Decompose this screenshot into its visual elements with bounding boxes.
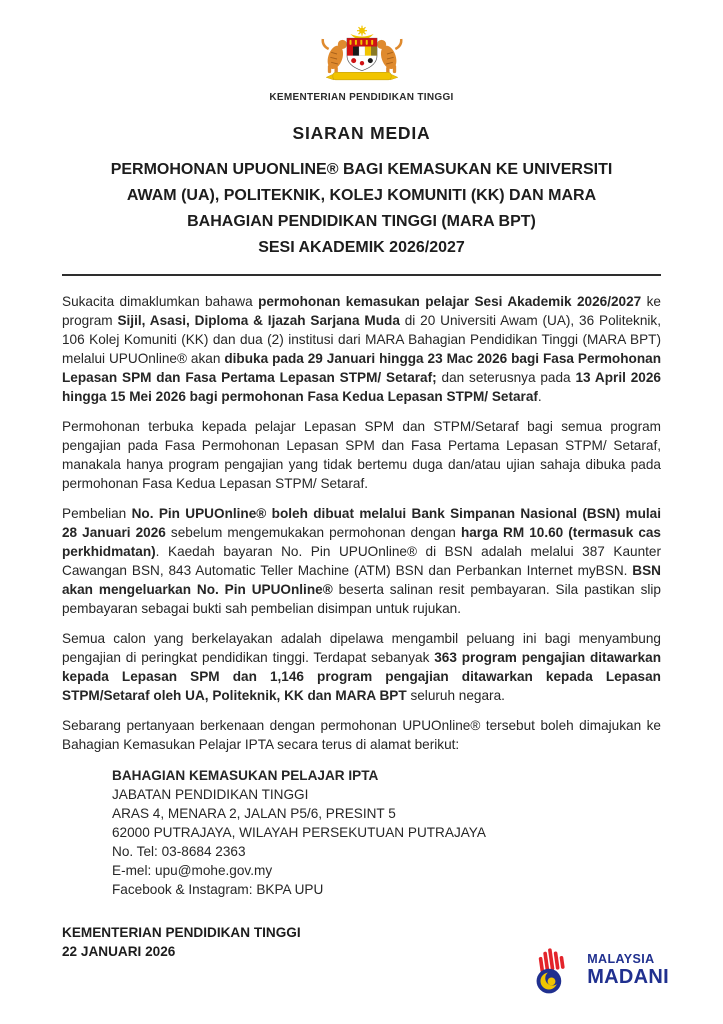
contact-department: JABATAN PENDIDIKAN TINGGI (112, 787, 309, 802)
contact-division: BAHAGIAN KEMASUKAN PELAJAR IPTA (112, 768, 379, 783)
madani-emblem-icon (532, 944, 584, 996)
malaysia-madani-logo (532, 944, 669, 996)
contact-email: E-mel: upu@mohe.gov.my (112, 863, 273, 878)
contact-phone: No. Tel: 03-8684 2363 (112, 844, 246, 859)
contact-block (112, 766, 661, 899)
divider-line (62, 274, 661, 276)
ministry-name: KEMENTERIAN PENDIDIKAN TINGGI (269, 92, 454, 103)
signoff-organisation: KEMENTERIAN PENDIDIKAN TINGGI (62, 925, 301, 940)
paragraph-programmes-offered: Semua calon yang berkelayakan adalah dipelawa mengambil peluang ini bagi menyambung pengajian di peringkat pendidikan tinggi. Terdapat sebanyak 363 program pengajian ditawarkan kepada Lepasan SPM dan 1,146 program pengajian ditawarkan kepada Lepasan STPM/Setaraf oleh UA, Politeknik, KK dan MARA BPT seluruh negara. (62, 631, 661, 703)
malaysia-coat-of-arms-icon (310, 24, 414, 84)
paragraph-enquiries: Sebarang pertanyaan berkenaan dengan permohonan UPUOnline® tersebut boleh dimajukan ke Bahagian Kemasukan Pelajar IPTA secara terus di alamat berikut: (62, 718, 661, 752)
madani-wordmark-line2: MADANI (587, 965, 669, 988)
heading-line-2: AWAM (UA), POLITEKNIK, KOLEJ KOMUNITI (KK) DAN MARA (126, 187, 597, 204)
document-heading (62, 157, 661, 261)
signoff-date: 22 JANUARI 2026 (62, 944, 176, 959)
paragraph-eligibility: Permohonan terbuka kepada pelajar Lepasan SPM dan STPM/Setaraf bagi semua program pengajian pada Fasa Permohonan Lepasan SPM dan Fasa Pertama Lepasan STPM/ Setaraf, manakala hanya program pengajian yang tidak bertemu duga dan/atau ujian sahaja dibuka pada permohonan Fasa Kedua Lepasan STPM/ Setaraf. (62, 419, 661, 491)
paragraph-pin-purchase: Pembelian No. Pin UPUOnline® boleh dibuat melalui Bank Simpanan Nasional (BSN) mulai 28 Januari 2026 sebelum mengemukakan permohonan dengan harga RM 10.60 (termasuk cas perkhidmatan). Kaedah bayaran No. Pin UPUOnline® di BSN adalah melalui 387 Kaunter Cawangan BSN, 843 Automatic Teller Machine (ATM) BSN dan Perbankan Internet myBSN. BSN akan mengeluarkan No. Pin UPUOnline® beserta salinan resit pembayaran. Sila pastikan slip pembayaran sebagai bukti sah pembelian disimpan untuk rujukan. (62, 506, 661, 616)
heading-line-4: SESI AKADEMIK 2026/2027 (258, 239, 465, 256)
heading-line-1: PERMOHONAN UPUONLINE® BAGI KEMASUKAN KE UNIVERSITI (110, 161, 613, 178)
madani-wordmark-line1: MALAYSIA (587, 952, 655, 967)
paragraph-application-dates: Sukacita dimaklumkan bahawa permohonan kemasukan pelajar Sesi Akademik 2026/2027 ke program Sijil, Asasi, Diploma & Ijazah Sarjana Muda di 20 Universiti Awam (UA), 36 Politeknik, 106 Kolej Komuniti (KK) dan dua (2) institusi dari MARA Bahagian Pendidikan Tinggi (MARA BPT) melalui UPUOnline® akan dibuka pada 29 Januari hingga 23 Mac 2026 bagi Fasa Permohonan Lepasan SPM dan Fasa Pertama Lepasan STPM/ Setaraf; dan seterusnya pada 13 April 2026 hingga 15 Mei 2026 bagi permohonan Fasa Kedua Lepasan STPM/ Setaraf. (62, 294, 661, 404)
madani-wordmark (587, 953, 669, 987)
document-title: SIARAN MEDIA (292, 123, 431, 143)
contact-address-line2: 62000 PUTRAJAYA, WILAYAH PERSEKUTUAN PUTRAJAYA (112, 825, 486, 840)
contact-address-line1: ARAS 4, MENARA 2, JALAN P5/6, PRESINT 5 (112, 806, 396, 821)
contact-social: Facebook & Instagram: BKPA UPU (112, 882, 324, 897)
heading-line-3: BAHAGIAN PENDIDIKAN TINGGI (MARA BPT) (187, 213, 536, 230)
crest (62, 24, 661, 89)
